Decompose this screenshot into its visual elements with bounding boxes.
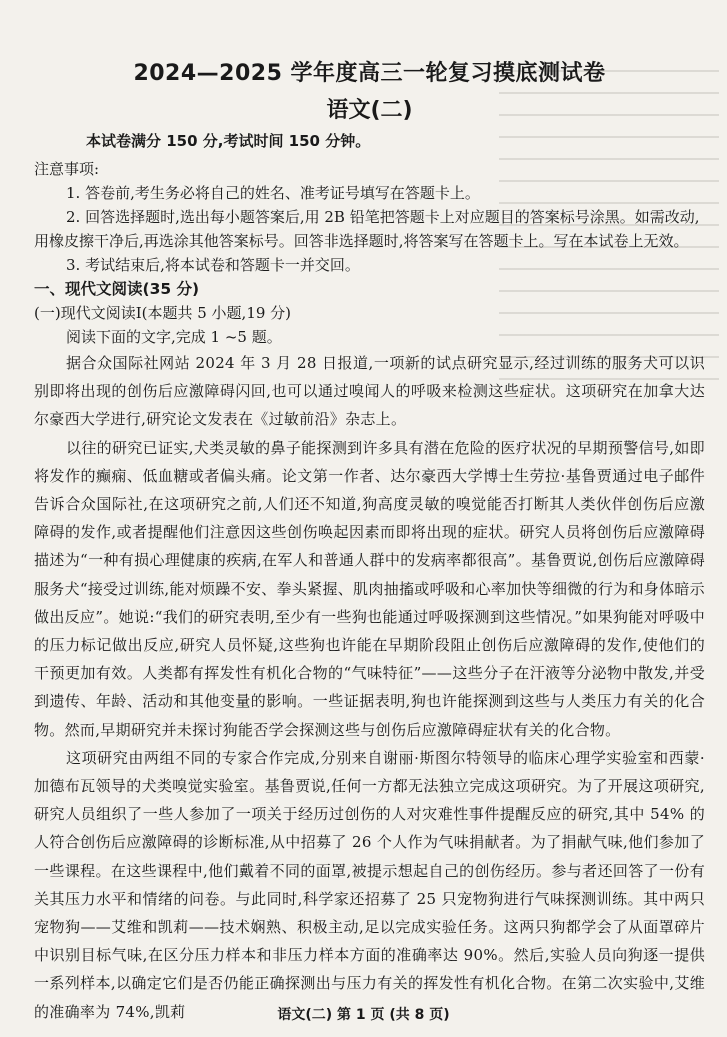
passage-paragraph-2: 以往的研究已证实,犬类灵敏的鼻子能探测到许多具有潜在危险的医疗状况的早期预警信号,如即将发作的癫痫、低血糖或者偏头痛。论文第一作者、达尔豪西大学博士生劳拉·基鲁贾通过电子邮件告诉合众国际社,在这项研究之前,人们还不知道,狗高度灵敏的嗅觉能否打断其人类伙伴创伤后应激障碍的发作,或者提醒他们注意因这些创伤唤起因素而即将出现的症状。研究人员将创伤后应激障碍描述为“一种有损心理健康的疾病,在军人和普通人群中的发病率都很高”。基鲁贾说,创伤后应激障碍服务犬“接受过训练,能对烦躁不安、拳头紧握、肌肉抽搐或呼吸和心率加快等细微的行为和身体暗示做出反应”。她说:“我们的研究表明,至少有一些狗也能通过呼吸探测到这些情况。”如果狗能对呼吸中的压力标记做出反应,研究人员怀疑,这些狗也许能在早期阶段阻止创伤后应激障碍的发作,使他们的干预更加有效。人类都有挥发性有机化合物的“气味特征”——这些分子在汗液等分泌物中散发,并受到遗传、年龄、活动和其他变量的影响。一些证据表明,狗也许能探测到这些与人类压力有关的化合物。然而,早期研究并未探讨狗能否学会探测这些与创伤后应激障碍症状有关的化合物。 [34,438,705,739]
page-footer: 语文(二) 第 1 页 (共 8 页) [277,1007,450,1023]
passage-paragraph-1: 据合众国际社网站 2024 年 3 月 28 日报道,一项新的试点研究显示,经过训练的服务犬可以识别即将出现的创伤后应激障碍闪回,也可以通过嗅闻人的呼吸来检测这些症状。这项研究在加拿大达尔豪西大学进行,研究论文发表在《过敏前沿》杂志上。 [34,354,705,429]
passage-paragraph-3: 这项研究由两组不同的专家合作完成,分别来自谢丽·斯图尔特领导的临床心理学实验室和西蒙·加德布瓦领导的犬类嗅觉实验室。基鲁贾说,任何一方都无法独立完成这项研究。为了开展这项研究,研究人员组织了一些人参加了一项关于经历过创伤的人对灾难性事件提醒反应的研究,其中 54% 的人符合创伤后应激障碍的诊断标准,从中招募了 26 个人作为气味捐献者。为了捐献气味,他们参加了一些课程。在这些课程中,他们戴着不同的面罩,被提示想起自己的创伤经历。参与者还回答了一份有关其压力水平和情绪的问卷。与此同时,科学家还招募了 25 只宠物狗进行气味探测训练。其中两只宠物狗——艾维和凯莉——技术娴熟、积极主动,足以完成实验任务。这两只狗都学会了从面罩碎片中识别目标气味,在区分压力样本和非压力样本方面的准确率达 90%。然后,实验人员向狗逐一提供一系列样本,以确定它们是否仍能正确探测出与压力有关的挥发性有机化合物。在第二次实验中,艾维的准确率为 74%,凯莉 [34,748,705,1021]
notice-heading: 注意事项: [34,160,100,178]
exam-subtitle: 语文(二) [326,98,413,123]
notice-item-1: 1. 答卷前,考生务必将自己的姓名、准考证号填写在答题卡上。 [66,184,480,202]
notice-item-2: 2. 回答选择题时,选出每小题答案后,用 2B 铅笔把答题卡上对应题目的答案标号涂黑。如需改动,用橡皮擦干净后,再选涂其他答案标号。回答非选择题时,将答案写在答题卡上。写在本试卷上无效。 [34,208,700,250]
exam-title: 2024—2025 学年度高三一轮复习摸底测试卷 [133,61,606,86]
reading-instruction: 阅读下面的文字,完成 1 ~5 题。 [66,328,282,346]
subsection-heading: (一)现代文阅读Ⅰ(本题共 5 小题,19 分) [34,304,292,322]
section-heading: 一、现代文阅读(35 分) [34,280,200,298]
exam-meta: 本试卷满分 150 分,考试时间 150 分钟。 [86,132,371,150]
notice-item-3: 3. 考试结束后,将本试卷和答题卡一并交回。 [66,256,360,274]
